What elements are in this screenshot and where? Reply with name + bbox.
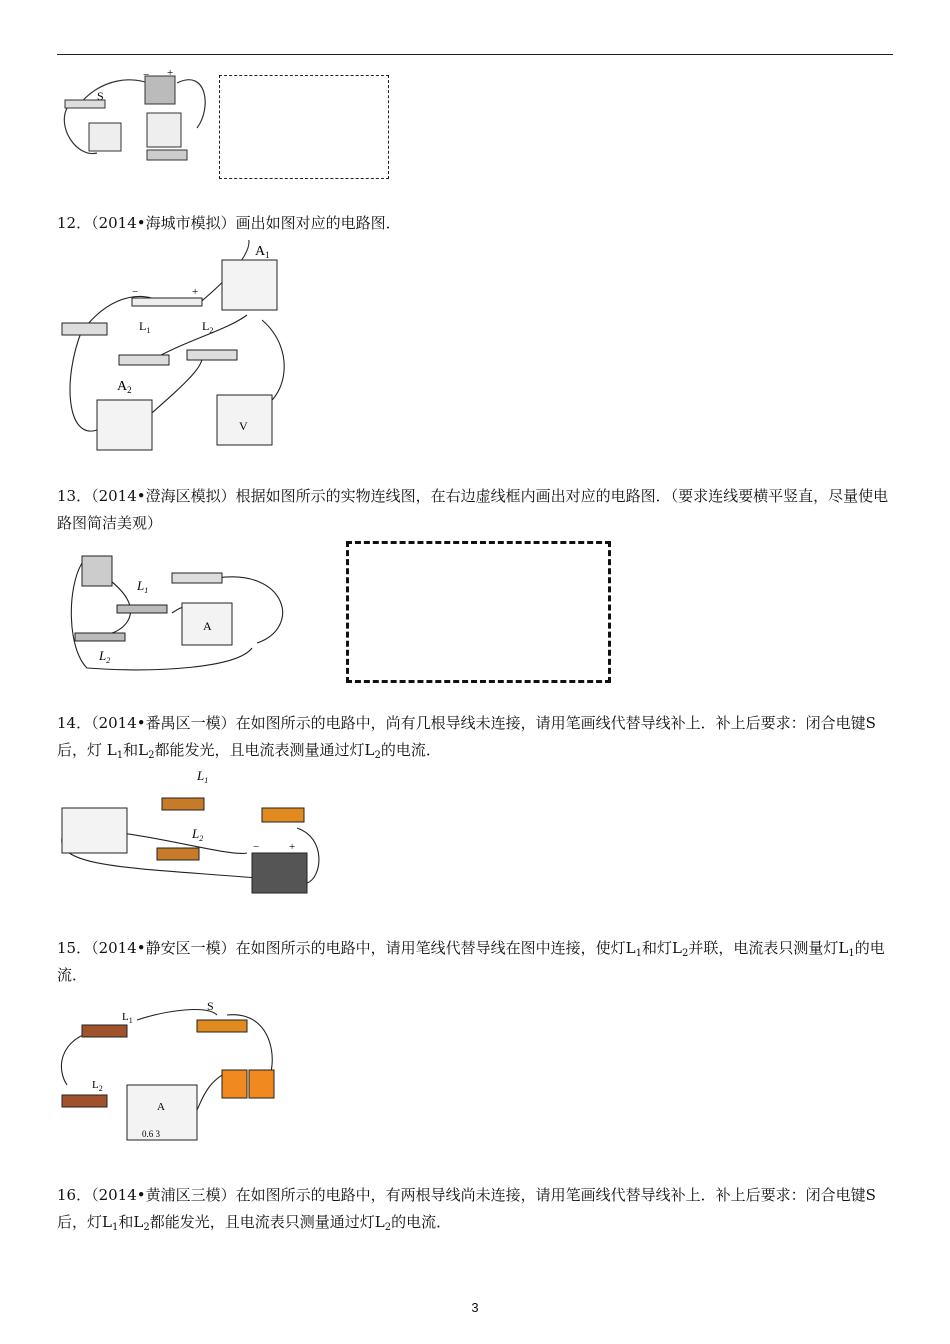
question-14: 14．（2014•番禺区一模）在如图所示的电路中，尚有几根导线未连接，请用笔画线代替导线补上．补上后要求：闭合电键S后，灯 $L_1$和$L_2$都能发光，且电流表测量通过灯$L_2$的电流． — [57, 714, 876, 761]
question-number: 12． — [57, 214, 92, 232]
question-source: （2014•番禺区一模） — [91, 714, 236, 732]
question-text: 画出如图对应的电路图． — [235, 214, 401, 232]
lamp-l1-label: $L_1$ — [122, 1011, 133, 1025]
question-15: 15．（2014•静安区一模）在如图所示的电路中，请用笔线代替导线在图中连接，使灯$L_1$和灯$L_2$并联，电流表只测量灯$L_1$的电流． — [57, 939, 885, 984]
question-text: 和 — [118, 1213, 134, 1231]
question-number: 14． — [57, 714, 92, 732]
question-text: 在如图所示的电路中，尚有几根导线未连接，请用笔画线代替导线补上．补上后要求：闭合电键S后，灯 — [57, 714, 876, 759]
question-text: 都能发光，且电流表测量通过灯 — [154, 741, 365, 759]
question-text: 都能发光，且电流表只测量通过灯 — [149, 1213, 375, 1231]
answer-box-q13 — [346, 541, 611, 683]
question-text: 和 — [123, 741, 139, 759]
lamp-l2-label: $L_2$ — [92, 1079, 103, 1093]
question-text: 在如图所示的电路中，请用笔线代替导线在图中连接，使灯 — [235, 939, 626, 957]
battery-plus: + — [289, 841, 296, 853]
question-text: 在如图所示的电路中，有两根导线尚未连接，请用笔画线代替导线补上．补上后要求：闭合电键S后，灯 — [57, 1186, 876, 1231]
lamp-l1-label: $L_1$ — [197, 768, 209, 785]
lamp-l1-label: $L_1$ — [139, 319, 151, 335]
minus-label: − — [143, 69, 150, 81]
circuit-figure-q11 — [57, 68, 217, 178]
question-source: （2014•澄海区模拟） — [91, 487, 236, 505]
question-text: 的电流． — [391, 1213, 452, 1231]
page-number: 3 — [471, 1300, 479, 1315]
question-text: 的电流． — [57, 939, 885, 984]
question-number: 13． — [57, 487, 92, 505]
lamp-l2-label: $L_2$ — [99, 648, 111, 665]
question-number: 15． — [57, 939, 92, 957]
battery-minus: − — [253, 841, 260, 853]
question-13 — [57, 483, 893, 537]
lamp-l2-label: $L_2$ — [202, 319, 214, 335]
question-12 — [57, 210, 893, 237]
question-number: 16． — [57, 1186, 92, 1204]
circuit-figure-q13 — [57, 548, 297, 673]
circuit-figure-q15 — [57, 990, 282, 1145]
ammeter-label: A — [157, 1101, 165, 1113]
voltmeter-label: V — [239, 419, 248, 433]
battery-minus: − — [132, 286, 139, 298]
switch-label: S — [207, 999, 214, 1013]
ammeter-a1-label: $A_1$ — [255, 244, 270, 260]
plus-label: + — [167, 68, 174, 79]
lamp-l2-label: $L_2$ — [192, 826, 204, 843]
question-text: 的电流． — [380, 741, 441, 759]
question-source: （2014•静安区一模） — [91, 939, 236, 957]
question-text: 根据如图所示的实物连线图，在右边虚线框内画出对应的电路图．（要求连线要横平竖直，尽量使电路图简洁美观） — [57, 487, 889, 532]
battery-plus: + — [192, 286, 199, 298]
circuit-figure-q12 — [57, 240, 307, 465]
ammeter-label: A — [203, 619, 212, 633]
question-source: （2014•海城市模拟） — [91, 214, 236, 232]
switch-label: S — [97, 89, 104, 103]
lamp-l1-label: $L_1$ — [137, 578, 149, 595]
ammeter-scale: 0.6 3 — [142, 1129, 160, 1139]
answer-box-q11 — [219, 75, 389, 179]
ammeter-a2-label: $A_2$ — [117, 379, 132, 395]
question-16: 16．（2014•黄浦区三模）在如图所示的电路中，有两根导线尚未连接，请用笔画线代替导线补上．补上后要求：闭合电键S后，灯$L_1$和$L_2$都能发光，且电流表只测量通过灯$L_2$的电流． — [57, 1186, 876, 1233]
question-text: 和灯 — [641, 939, 672, 957]
question-source: （2014•黄浦区三模） — [91, 1186, 236, 1204]
question-text: 并联，电流表只测量灯 — [688, 939, 839, 957]
circuit-figure-q14 — [57, 768, 327, 898]
header-rule — [57, 54, 893, 55]
